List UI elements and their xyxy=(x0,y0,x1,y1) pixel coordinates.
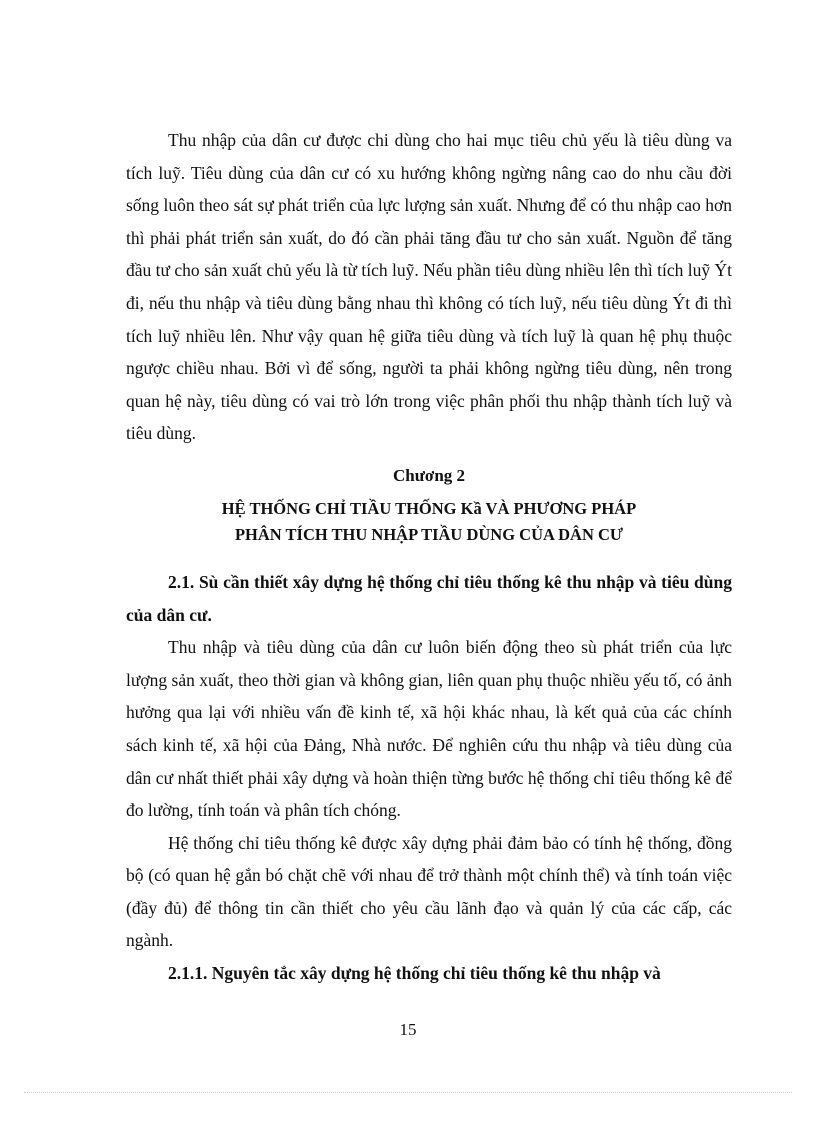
chapter-number: Chương 2 xyxy=(392,465,466,485)
subsection-heading-2-1-1: 2.1.1. Nguyên tắc xây dựng hệ thống chỉ tiêu thống kê thu nhập và xyxy=(168,963,661,984)
chapter-title-line-2: PHÂN TÍCH THU NHẬP TIẦU DÙNG CỦA DÂN CƯ xyxy=(234,524,624,544)
paragraph-income-variation: Thu nhập và tiêu dùng của dân cư luôn biến động theo sù phát triển của lực lượng sản xuất, theo thời gian và không gian, liên quan phụ thuộc nhiều yếu tố, có ảnh hưởng qua lại với nhiều vấn đề kinh tế, xã hội khác nhau, là kết quả của các chính sách kinh tế, xã hội của Đảng, Nhà nước. Để nghiên cứu thu nhập và tiêu dùng của dân cư nhất thiết phải xây dựng và hoàn thiện từng bước hệ thống chỉ tiêu thống kê để đo lường, tính toán và phân tích chóng. xyxy=(126,637,732,821)
page-content xyxy=(126,124,732,990)
chapter-title-line-1: HỆ THỐNG CHỈ TIẦU THỐNG Kầ VÀ PHƯƠNG PHÁP xyxy=(221,498,637,518)
paragraph-indicator-system: Hệ thống chỉ tiêu thống kê được xây dựng phải đảm bảo có tính hệ thống, đồng bộ (có quan hệ gắn bó chặt chẽ với nhau để trở thành một chính thể) và tính toán việc (đầy đủ) để thông tin cần thiết cho yêu cầu lãnh đạo và quản lý của các cấp, các ngành. xyxy=(126,832,732,951)
section-heading-2-1: 2.1. Sù cần thiết xây dựng hệ thống chỉ tiêu thống kê thu nhập và tiêu dùng của dân cư. xyxy=(126,571,732,625)
paragraph-income-spending: Thu nhập của dân cư được chi dùng cho hai mục tiêu chủ yếu là tiêu dùng va tích luỹ. Tiêu dùng của dân cư có xu hướng không ngừng nâng cao do nhu cầu đời sống luôn theo sát sự phát triển của lực lượng sản xuất. Nhưng để có thu nhập cao hơn thì phải phát triển sản xuất, do đó cần phải tăng đầu tư cho sản xuất. Nguồn để tăng đầu tư cho sản xuất chủ yếu là từ tích luỹ. Nếu phần tiêu dùng nhiều lên thì tích luỹ Ýt đi, nếu thu nhập và tiêu dùng bằng nhau thì không có tích luỹ, nếu tiêu dùng Ýt đi thì tích luỹ nhiều lên. Như vậy quan hệ giữa tiêu dùng và tích luỹ là quan hệ phụ thuộc ngược chiều nhau. Bởi vì để sống, người ta phải không ngừng tiêu dùng, nên trong quan hệ này, tiêu dùng có vai trò lớn trong việc phân phối thu nhập thành tích luỹ và tiêu dùng. xyxy=(126,130,732,444)
page-bottom-divider xyxy=(24,1092,792,1093)
page-number: 15 xyxy=(399,1020,417,1039)
